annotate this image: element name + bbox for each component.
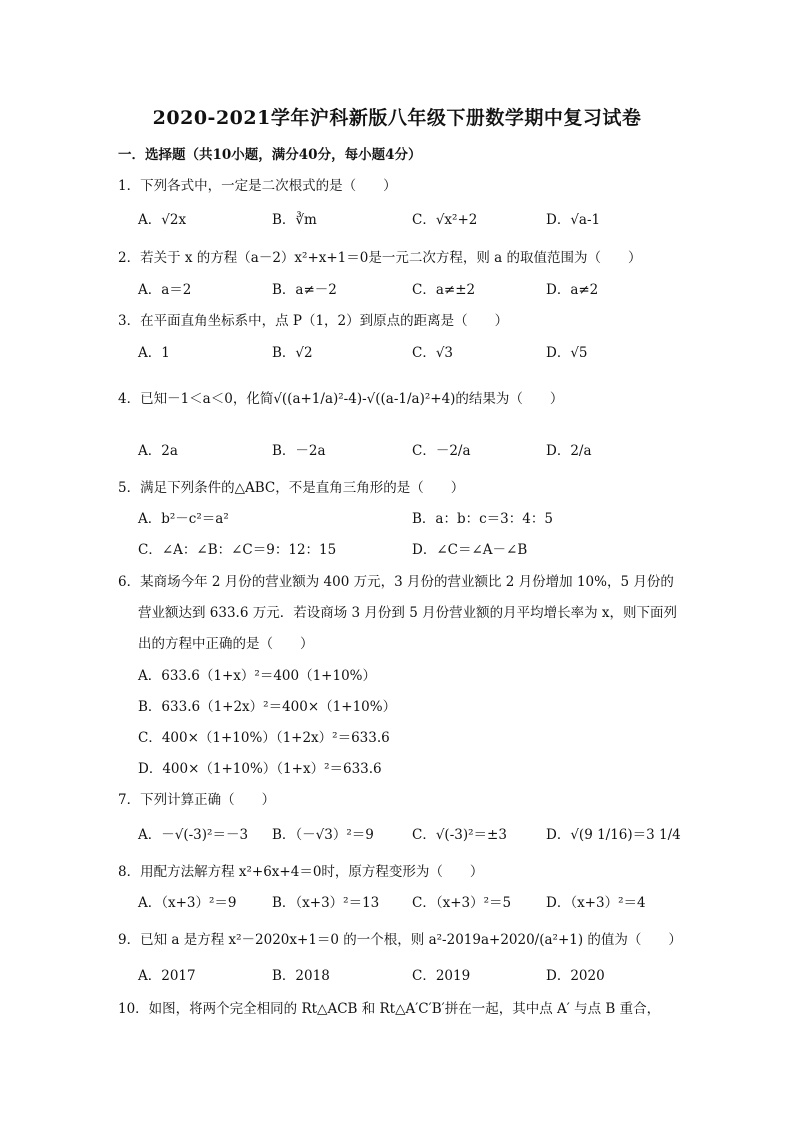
q7-option-d: D．√(9 1/16)＝3 1/4	[546, 827, 681, 843]
q2-option-b: B．a≠－2	[272, 282, 337, 298]
q1-option-b: B．∛m	[272, 212, 317, 228]
q3-option-c: C．√3	[412, 345, 454, 361]
q9-option-d: D．2020	[546, 968, 605, 984]
q8-stem: 8．用配方法解方程 x²+6x+4＝0时，原方程变形为（ ）	[118, 864, 484, 880]
q1-option-c: C．√x²+2	[412, 212, 478, 228]
q2-option-a: A．a＝2	[138, 282, 192, 298]
q6-line1: 6．某商场今年 2 月份的营业额为 400 万元，3 月份的营业额比 2 月份增加 10%，5 月份的	[118, 574, 674, 590]
q5-option-a: A．b²－c²＝a²	[138, 511, 229, 527]
q5-option-b: B．a：b：c＝3：4：5	[412, 511, 553, 527]
q9-option-a: A．2017	[138, 968, 196, 984]
q7-option-b: B．（－√3）²＝9	[272, 827, 374, 843]
q7-stem: 7．下列计算正确（ ）	[118, 792, 276, 808]
q2-stem: 2．若关于 x 的方程（a－2）x²+x+1＝0是一元二次方程，则 a 的取值范围为（ ）	[118, 250, 642, 266]
q6-option-a: A．633.6（1+x）²＝400（1+10%）	[138, 668, 376, 684]
q9-option-b: B．2018	[272, 968, 330, 984]
q5-stem: 5．满足下列条件的△ABC，不是直角三角形的是（ ）	[118, 480, 465, 496]
q3-stem: 3．在平面直角坐标系中，点 P（1，2）到原点的距离是（ ）	[118, 313, 509, 329]
q5-option-d: D．∠C＝∠A－∠B	[412, 542, 528, 558]
q6-line3: 出的方程中正确的是（ ）	[138, 636, 314, 652]
q10-stem: 10．如图，将两个完全相同的 Rt△ACB 和 Rt△A′C′B′拼在一起，其中点 A′ 与点 B 重合，	[118, 1001, 661, 1017]
q8-option-d: D．（x+3）²＝4	[546, 895, 646, 911]
q8-option-b: B．（x+3）²＝13	[272, 895, 380, 911]
q9-stem: 9．已知 a 是方程 x²－2020x+1＝0 的一个根，则 a²-2019a+2020/(a²+1) 的值为（ ）	[118, 932, 682, 948]
q6-option-c: C．400×（1+10%）（1+2x）²＝633.6	[138, 730, 390, 746]
q1-option-d: D．√a-1	[546, 212, 601, 228]
q1-option-a: A．√2x	[138, 212, 187, 228]
q5-option-c: C．∠A：∠B：∠C＝9：12：15	[138, 542, 337, 558]
q9-option-c: C．2019	[412, 968, 471, 984]
q1-stem: 1．下列各式中，一定是二次根式的是（ ）	[118, 178, 397, 194]
q4-option-d: D．2/a	[546, 443, 592, 459]
q7-option-c: C．√(-3)²＝±3	[412, 827, 507, 843]
q3-option-a: A．1	[138, 345, 170, 361]
q3-option-b: B．√2	[272, 345, 313, 361]
q4-option-c: C．－2/a	[412, 443, 471, 459]
q4-option-b: B．－2a	[272, 443, 326, 459]
q2-option-c: C．a≠±2	[412, 282, 476, 298]
q6-option-b: B．633.6（1+2x）²＝400×（1+10%）	[138, 699, 397, 715]
q4-option-a: A．2a	[138, 443, 178, 459]
q8-option-a: A．（x+3）²＝9	[138, 895, 237, 911]
q7-option-a: A．－√(-3)²＝－3	[138, 827, 249, 843]
q6-line2: 营业额达到 633.6 万元．若设商场 3 月份到 5 月份营业额的月平均增长率为 x，则下面列	[138, 605, 677, 621]
q8-option-c: C．（x+3）²＝5	[412, 895, 512, 911]
q3-option-d: D．√5	[546, 345, 588, 361]
q6-option-d: D．400×（1+10%）（1+x）²＝633.6	[138, 761, 382, 777]
q4-stem: 4．已知－1＜a＜0，化简√((a+1/a)²-4)-√((a-1/a)²+4)的结果为（ ）	[118, 391, 564, 407]
exam-title: 2020-2021学年沪科新版八年级下册数学期中复习试卷	[152, 107, 642, 129]
section-heading: 一．选择题（共10小题，满分40分，每小题4分）	[118, 147, 422, 163]
q2-option-d: D．a≠2	[546, 282, 599, 298]
